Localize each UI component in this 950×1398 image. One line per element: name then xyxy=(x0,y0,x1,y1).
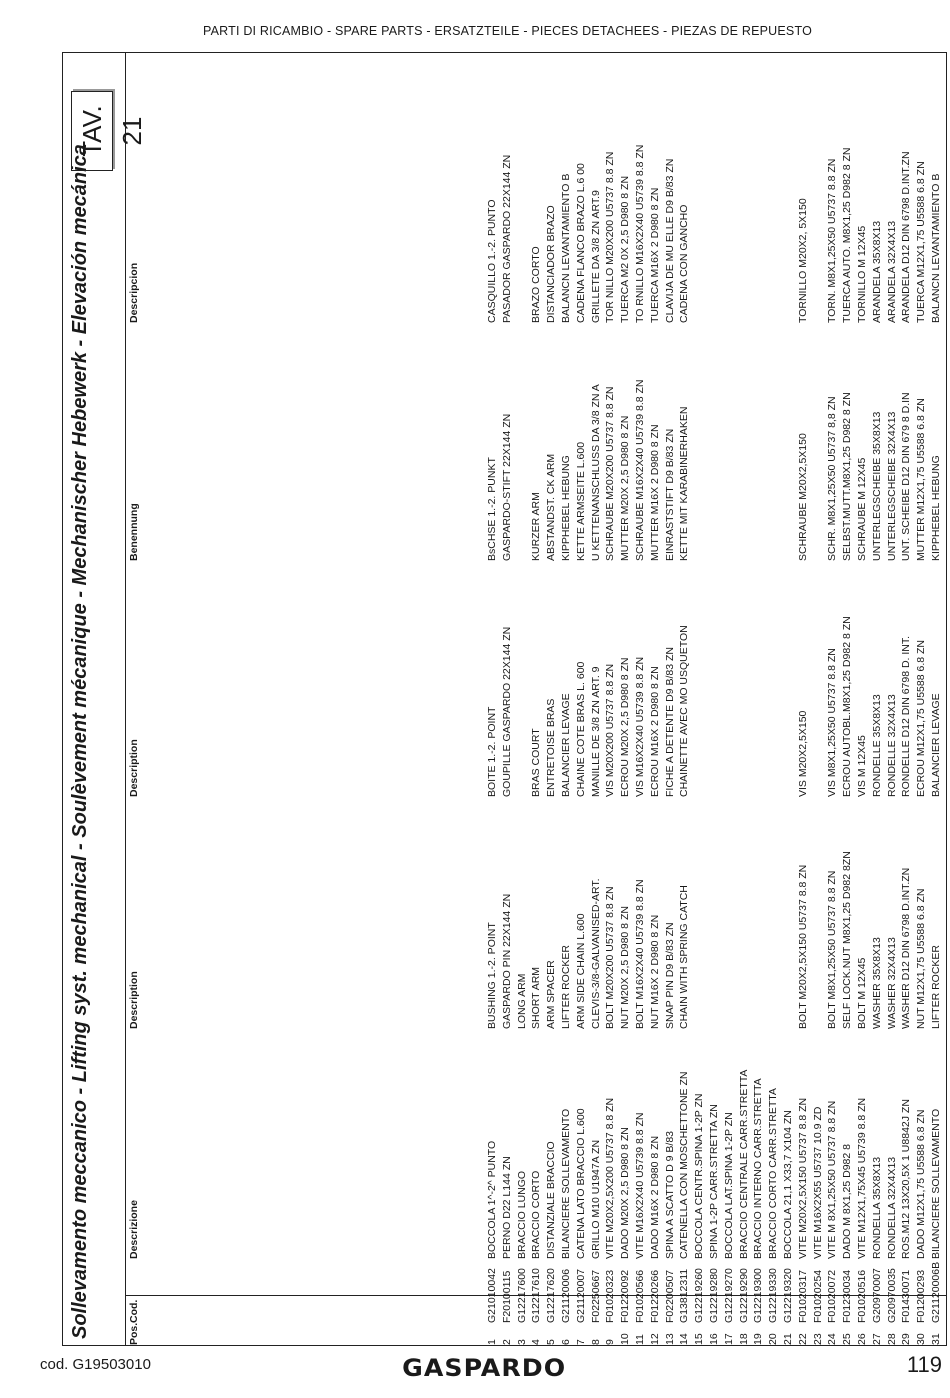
table-cell: VITE M20X2,5X150 U5737 8.8 ZN xyxy=(796,1097,809,1259)
table-cell xyxy=(737,326,752,561)
table-cell: ARANDELA 32X4X13 xyxy=(885,220,898,323)
table-cell xyxy=(707,562,722,797)
table-cell: 6 xyxy=(559,1339,572,1345)
table-cell: BALANCN LEVANTAMIENTO B xyxy=(929,173,942,323)
table-cell: VIS M20X200 U5737 8.8 ZN xyxy=(604,663,617,797)
table-cell xyxy=(515,562,530,797)
table-cell xyxy=(751,326,766,561)
table-cell: SCHRAUBE M20X200 U5737 8.8 ZN xyxy=(604,386,617,561)
table-cell: ECROU M12X1,75 U5588 6.8 ZN xyxy=(915,640,928,797)
table-cell: TORNILLO M20X2, 5X150 xyxy=(796,198,809,323)
de-column xyxy=(485,326,944,561)
table-cell: ARANDELA D12 DIN 6798 D.INT.ZN xyxy=(900,151,913,323)
table-cell: SHORT ARM xyxy=(530,966,543,1029)
table-cell: BRACCIO INTERNO CARR.STRETTA xyxy=(752,1078,765,1259)
table-cell: G21120006 xyxy=(559,1268,572,1323)
table-cell: VITE M16X2X40 U5739 8.8 ZN xyxy=(633,1112,646,1259)
table-cell: F01020254 xyxy=(811,1269,824,1323)
table-cell: KIPPHEBEL HEBUNG xyxy=(559,455,572,561)
table-cell: G21120006B xyxy=(929,1261,942,1323)
table-cell: WASHER 35X8X13 xyxy=(870,937,883,1029)
table-cell: RONDELLA 32X4X13 xyxy=(885,1156,898,1259)
table-cell: G12217610 xyxy=(530,1268,543,1323)
header-de: Benennung xyxy=(128,503,140,561)
table-cell xyxy=(722,794,737,1029)
table-cell: MUTTER M16X 2 D980 8 ZN xyxy=(648,424,661,561)
header-es: Descripcion xyxy=(128,262,140,323)
header-en: Description xyxy=(128,971,140,1029)
table-cell: BsCHSE 1.-2. PUNKT xyxy=(486,457,498,561)
table-cell xyxy=(737,562,752,797)
table-cell: 2 xyxy=(500,1339,513,1345)
table-cell xyxy=(766,326,781,561)
table-cell: G21120007 xyxy=(574,1268,587,1323)
table-cell xyxy=(811,794,826,1029)
table-cell xyxy=(751,88,766,323)
table-cell xyxy=(515,88,530,323)
table-cell xyxy=(751,562,766,797)
table-cell: F01200293 xyxy=(915,1269,928,1323)
header-cod: Cod. xyxy=(128,1299,140,1323)
table-cell: MANILLE DE 3/8 ZN ART. 9 xyxy=(589,666,602,797)
table-cell: KETTE MIT KARABINERHAKEN xyxy=(678,406,691,561)
table-cell: TUERCA M16X 2 D980 8 ZN xyxy=(648,187,661,323)
table-cell: NUT M20X 2,5 D980 8 ZN xyxy=(619,906,632,1029)
table-cell: GASPARDO PIN 22X144 ZN xyxy=(500,893,513,1029)
table-cell: F01430071 xyxy=(900,1269,913,1323)
table-cell: 3 xyxy=(515,1339,528,1345)
table-cell: VIS M8X1,25X50 U5737 8.8 ZN xyxy=(826,648,839,797)
table-cell: VITE M 8X1,25X50 U5737 8.8 ZN xyxy=(826,1100,839,1259)
table-cell: G20970035 xyxy=(885,1268,898,1323)
table-cell: TORN. M8X1,25X50 U5737 8.8 ZN xyxy=(826,158,839,323)
table-cell: BRAS COURT xyxy=(530,728,543,797)
table-cell: 1 xyxy=(486,1339,498,1345)
table-cell: F20100115 xyxy=(500,1270,513,1323)
table-cell xyxy=(692,326,707,561)
table-cell: 19 xyxy=(752,1333,765,1345)
table-cell: F02200507 xyxy=(663,1269,676,1323)
table-cell: 4 xyxy=(530,1339,543,1345)
table-cell: SELF LOCK.NUT M8X1,25 D982 8ZN xyxy=(841,851,854,1029)
table-cell: G13812311 xyxy=(678,1268,691,1323)
table-cell: F02250667 xyxy=(589,1269,602,1323)
table-cell: GOUPILLE GASPARDO 22X144 ZN xyxy=(500,626,513,797)
table-cell xyxy=(811,562,826,797)
table-cell: DADO M16X 2 D980 8 ZN xyxy=(648,1135,661,1259)
rotated-content xyxy=(63,53,946,1345)
table-cell xyxy=(737,794,752,1029)
table-cell: TUERCA M12X1,75 U5588 6.8 ZN xyxy=(915,161,928,323)
table-cell: G12219280 xyxy=(707,1268,720,1323)
table-cell: F01230034 xyxy=(841,1269,854,1323)
table-cell: F01020516 xyxy=(855,1269,868,1323)
table-cell: RONDELLE 32X4X13 xyxy=(885,694,898,797)
brand-logo: GASPARDO xyxy=(402,1354,567,1382)
table-cell: BOCCOLA CENTR.SPINA 1-2P ZN xyxy=(693,1093,706,1259)
table-cell: VITE M12X1,75X45 U5739 8.8 ZN xyxy=(855,1097,868,1259)
table-cell: 29 xyxy=(900,1333,913,1345)
table-cell xyxy=(811,88,826,323)
table-cell: FICHE A DETENTE D9 B/83 ZN xyxy=(663,647,676,797)
page-header: PARTI DI RICAMBIO - SPARE PARTS - ERSATZTEILE - PIECES DETACHEES - PIEZAS DE REPUESTO xyxy=(202,24,812,38)
table-cell xyxy=(707,794,722,1029)
table-cell: CLEVIS-3/8-GALVANISED-ART. xyxy=(589,878,602,1029)
table-cell: CATENA LATO BRACCIO L.600 xyxy=(574,1108,587,1259)
table-cell: G12217600 xyxy=(515,1268,528,1323)
table-cell: RONDELLE 35X8X13 xyxy=(870,694,883,797)
table-cell: ECROU AUTOBL.M8X1,25 D982 8 ZN xyxy=(841,616,854,797)
table-cell: GASPARDO-STIFT 22X144 ZN xyxy=(500,413,513,561)
table-cell: G12219290 xyxy=(737,1268,750,1323)
table-cell: BOLT M20X2,5X150 U5737 8.8 ZN xyxy=(796,864,809,1029)
table-cell: LIFTER ROCKER xyxy=(929,944,942,1029)
table-cell: CATENELLA CON MOSCHETTONE ZN xyxy=(678,1071,691,1259)
table-cell: BRACCIO CORTO xyxy=(530,1170,543,1259)
table-cell: BOLT M20X200 U5737 8.8 ZN xyxy=(604,886,617,1029)
fr-column xyxy=(485,562,944,797)
table-cell: LIFTER ROCKER xyxy=(559,944,572,1029)
table-cell: BALANCN LEVANTAMIENTO B xyxy=(559,173,572,323)
table-cell: 7 xyxy=(574,1339,587,1345)
table-cell: BALANCIER LEVAGE xyxy=(929,693,942,797)
table-cell: BILANCIERE SOLLEVAMENTO xyxy=(929,1108,942,1259)
table-cell: BALANCIER LEVAGE xyxy=(559,693,572,797)
table-cell: 30 xyxy=(915,1333,928,1345)
it-column xyxy=(485,1024,944,1259)
table-cell: 11 xyxy=(633,1334,646,1345)
table-cell xyxy=(751,794,766,1029)
table-cell: ENTRETOISE BRAS xyxy=(545,698,558,797)
table-cell: BILANCIERE SOLLEVAMENTO xyxy=(559,1108,572,1259)
table-cell xyxy=(766,562,781,797)
table-cell: TUERCA AUTO. M8X1,25 D982 8 ZN xyxy=(841,147,854,323)
header-pos: Pos. xyxy=(128,1322,140,1345)
table-cell: G21010042 xyxy=(486,1268,498,1323)
table-cell: F01020072 xyxy=(826,1269,839,1323)
table-cell: SELBST.MUTT.M8X1,25 D982 8 ZN xyxy=(841,392,854,561)
table-cell: G12219260 xyxy=(693,1268,706,1323)
table-cell: BOCCOLA 1^-2^ PUNTO xyxy=(486,1140,498,1259)
table-cell: VIS M16X2X40 U5739 8.8 ZN xyxy=(633,656,646,797)
table-cell: WASHER D12 DIN 6798 D.INT.ZN xyxy=(900,867,913,1029)
table-cell xyxy=(766,794,781,1029)
table-cell: BOCCOLA LAT.SPINA 1-2P ZN xyxy=(722,1112,735,1259)
table-title: Sollevamento meccanico - Lifting syst. mechanical - Soulèvement mécanique - Mechanischer Hebewerk - Elevación mecánica xyxy=(69,144,91,1339)
table-cell: BRACCIO CENTRALE CARR.STRETTA xyxy=(737,1069,750,1259)
table-cell xyxy=(781,326,796,561)
table-cell: 21 xyxy=(781,1333,794,1345)
table-cell: DADO M20X 2,5 D980 8 ZN xyxy=(619,1127,632,1259)
header-fr: Description xyxy=(128,739,140,797)
table-cell: G20970007 xyxy=(870,1268,883,1323)
table-cell: UNTERLEGSCHEIBE 35X8X13 xyxy=(870,411,883,561)
table-cell: F01220266 xyxy=(648,1269,661,1323)
parts-table-frame xyxy=(62,52,947,1346)
table-cell: CHAINE COTE BRAS L. 600 xyxy=(574,661,587,797)
table-cell: ARANDELA 35X8X13 xyxy=(870,220,883,323)
table-cell: LONG ARM xyxy=(515,973,528,1029)
table-cell: 10 xyxy=(619,1333,632,1345)
table-cell: UNT. SCHEIBE D12 DIN 679 8 D.IN xyxy=(900,392,913,561)
table-cell: F01020323 xyxy=(604,1269,617,1323)
table-cell: BOLT M8X1,25X50 U5737 8.8 ZN xyxy=(826,870,839,1029)
page-number: 119 xyxy=(906,1352,942,1377)
table-cell xyxy=(722,326,737,561)
table-cell: TOR NILLO M20X200 U5737 8.8 ZN xyxy=(604,151,617,323)
table-cell: 20 xyxy=(767,1333,780,1345)
table-cell: BOLT M 12X45 xyxy=(855,957,868,1029)
table-cell: VITE M20X2,5X200 U5737 8.8 ZN xyxy=(604,1097,617,1259)
table-cell: BRACCIO CORTO CARR.STRETTA xyxy=(767,1088,780,1259)
table-cell: BOCCOLA 21,1 X33,7 X104 ZN xyxy=(781,1110,794,1259)
table-cell: F01020566 xyxy=(633,1269,646,1323)
table-cell: SPINA A SCATTO D 9 B/83 xyxy=(663,1131,676,1259)
plate-number: TAV. 21 xyxy=(71,91,113,171)
table-cell: CASQUILLO 1.-2. PUNTO xyxy=(486,199,498,323)
table-cell: 15 xyxy=(693,1333,706,1345)
table-cell: PERNO D22 L144 ZN xyxy=(500,1156,513,1259)
table-cell: TORNILLO M 12X45 xyxy=(855,225,868,323)
table-cell xyxy=(692,88,707,323)
table-cell: G12219270 xyxy=(722,1268,735,1323)
table-cell: F01220092 xyxy=(619,1269,632,1323)
table-cell: MUTTER M20X 2,5 D980 8 ZN xyxy=(619,415,632,561)
table-cell: 8 xyxy=(589,1339,602,1345)
table-cell: CADENA FLANCO BRAZO L.6 00 xyxy=(574,163,587,323)
table-cell: DADO M 8X1,25 D982 8 xyxy=(841,1144,854,1259)
table-cell xyxy=(722,88,737,323)
table-cell: G12219330 xyxy=(767,1268,780,1323)
table-cell: MUTTER M12X1,75 U5588 6.8 ZN xyxy=(915,398,928,561)
table-cell: G12219320 xyxy=(781,1268,794,1323)
header-it: Descrizione xyxy=(128,1200,140,1259)
table-cell: ECROU M16X 2 D980 8 ZN xyxy=(648,666,661,797)
table-cell: F01020317 xyxy=(796,1269,809,1323)
table-cell: ABSTANDST. CK ARM xyxy=(545,453,558,561)
table-cell: 9 xyxy=(604,1339,617,1345)
table-cell: KURZER ARM xyxy=(530,492,543,561)
table-cell: GRILLO M10 U1947A ZN xyxy=(589,1139,602,1259)
table-cell: ROS.M12 13X20,5X 1 U8842J ZN xyxy=(900,1099,913,1259)
table-cell: SCHRAUBE M 12X45 xyxy=(855,457,868,561)
table-cell: CHAINETTE AVEC MO USQUETON xyxy=(678,625,691,797)
table-cell: SCHRAUBE M16X2X40 U5739 8.8 ZN xyxy=(633,379,646,561)
table-cell: KIPPHEBEL HEBUNG xyxy=(929,455,942,561)
table-cell xyxy=(737,88,752,323)
table-cell: 27 xyxy=(870,1333,883,1345)
en-column xyxy=(485,794,944,1029)
table-cell: PASADOR GASPARDO 22X144 ZN xyxy=(500,154,513,323)
table-cell: EINRASTSTIFT D9 B/83 ZN xyxy=(663,428,676,561)
table-cell xyxy=(766,88,781,323)
table-cell: ARM SPACER xyxy=(545,960,558,1029)
table-cell: NUT M16X 2 D980 8 ZN xyxy=(648,914,661,1029)
table-cell: BOITE 1.-2. POINT xyxy=(486,706,498,797)
table-cell: 17 xyxy=(722,1333,735,1345)
table-cell: VITE M16X2X55 U5737 10.9 ZD xyxy=(811,1106,824,1259)
table-cell: 23 xyxy=(811,1333,824,1345)
table-cell: 26 xyxy=(855,1333,868,1345)
table-cell: SCHRAUBE M20X2,5X150 xyxy=(796,433,809,561)
table-cell xyxy=(707,326,722,561)
table-cell: ARM SIDE CHAIN L.600 xyxy=(574,913,587,1029)
document-code: cod. G19503010 xyxy=(40,1356,151,1373)
table-cell: WASHER 32X4X13 xyxy=(885,937,898,1029)
table-cell: BRACCIO LUNGO xyxy=(515,1170,528,1259)
table-cell: 22 xyxy=(796,1333,809,1345)
table-cell: 16 xyxy=(707,1333,720,1345)
table-cell xyxy=(692,794,707,1029)
table-cell: DADO M12X1,75 U5588 6.8 ZN xyxy=(915,1109,928,1259)
table-cell: 25 xyxy=(841,1333,854,1345)
table-cell: DISTANCIADOR BRAZO xyxy=(545,205,558,323)
table-cell: UNTERLEGSCHEIBE 32X4X13 xyxy=(885,411,898,561)
table-cell: TO RNILLO M16X2X40 U5739 8.8 ZN xyxy=(633,144,646,323)
table-cell: CADENA CON GANCHO xyxy=(678,204,691,323)
es-column xyxy=(485,88,944,323)
table-cell: SPINA 1-2P CARR.STRETTA ZN xyxy=(707,1104,720,1259)
table-cell: CHAIN WITH SPRING CATCH xyxy=(678,885,691,1029)
table-cell xyxy=(722,562,737,797)
table-cell: KETTE ARMSEITE L.600 xyxy=(574,441,587,561)
table-cell: CLAVIJA DE MU ELLE D9 B/83 ZN xyxy=(663,158,676,323)
table-cell: 5 xyxy=(545,1339,558,1345)
table-cell: RONDELLE D12 DIN 6798 D. INT. xyxy=(900,635,913,797)
cod-column xyxy=(485,1261,944,1323)
table-cell xyxy=(515,326,530,561)
table-cell xyxy=(781,88,796,323)
table-cell: 24 xyxy=(826,1333,839,1345)
table-cell: BRAZO CORTO xyxy=(530,246,543,323)
table-cell: G12219300 xyxy=(752,1268,765,1323)
table-cell xyxy=(811,326,826,561)
table-cell: BOLT M16X2X40 U5739 8.8 ZN xyxy=(633,879,646,1029)
table-cell: 14 xyxy=(678,1333,691,1345)
table-cell: ECROU M20X 2,5 D980 8 ZN xyxy=(619,657,632,797)
table-cell: 28 xyxy=(885,1333,898,1345)
table-cell: SCHR. M8X1,25X50 U5737 8,8 ZN xyxy=(826,396,839,561)
table-cell: U KETTENANSCHLUSS DA 3/8 ZN A xyxy=(589,384,602,561)
table-cell xyxy=(707,88,722,323)
table-cell: BUSHING 1.-2. POINT xyxy=(486,922,498,1029)
table-cell: SNAP PIN D9 B/83 ZN xyxy=(663,922,676,1029)
table-cell xyxy=(692,562,707,797)
table-cell: DISTANZIALE BRACCIO xyxy=(545,1141,558,1259)
table-cell: NUT M12X1,75 U5588 6.8 ZN xyxy=(915,888,928,1029)
table-cell: VIS M 12X45 xyxy=(855,735,868,797)
table-cell: GRILLETE DA 3/8 ZN ART.9 xyxy=(589,190,602,323)
table-cell: 31 xyxy=(929,1333,942,1345)
pos-column xyxy=(485,1323,944,1345)
table-cell: G12217620 xyxy=(545,1268,558,1323)
table-cell xyxy=(781,794,796,1029)
table-cell: TUERCA M2 0X 2,5 D980 8 ZN xyxy=(619,175,632,323)
table-cell: RONDELLA 35X8X13 xyxy=(870,1156,883,1259)
table-cell: VIS M20X2,5X150 xyxy=(796,710,809,797)
table-cell xyxy=(781,562,796,797)
table-cell: 13 xyxy=(663,1333,676,1345)
table-cell: 18 xyxy=(737,1333,750,1345)
table-cell: 12 xyxy=(648,1333,661,1345)
